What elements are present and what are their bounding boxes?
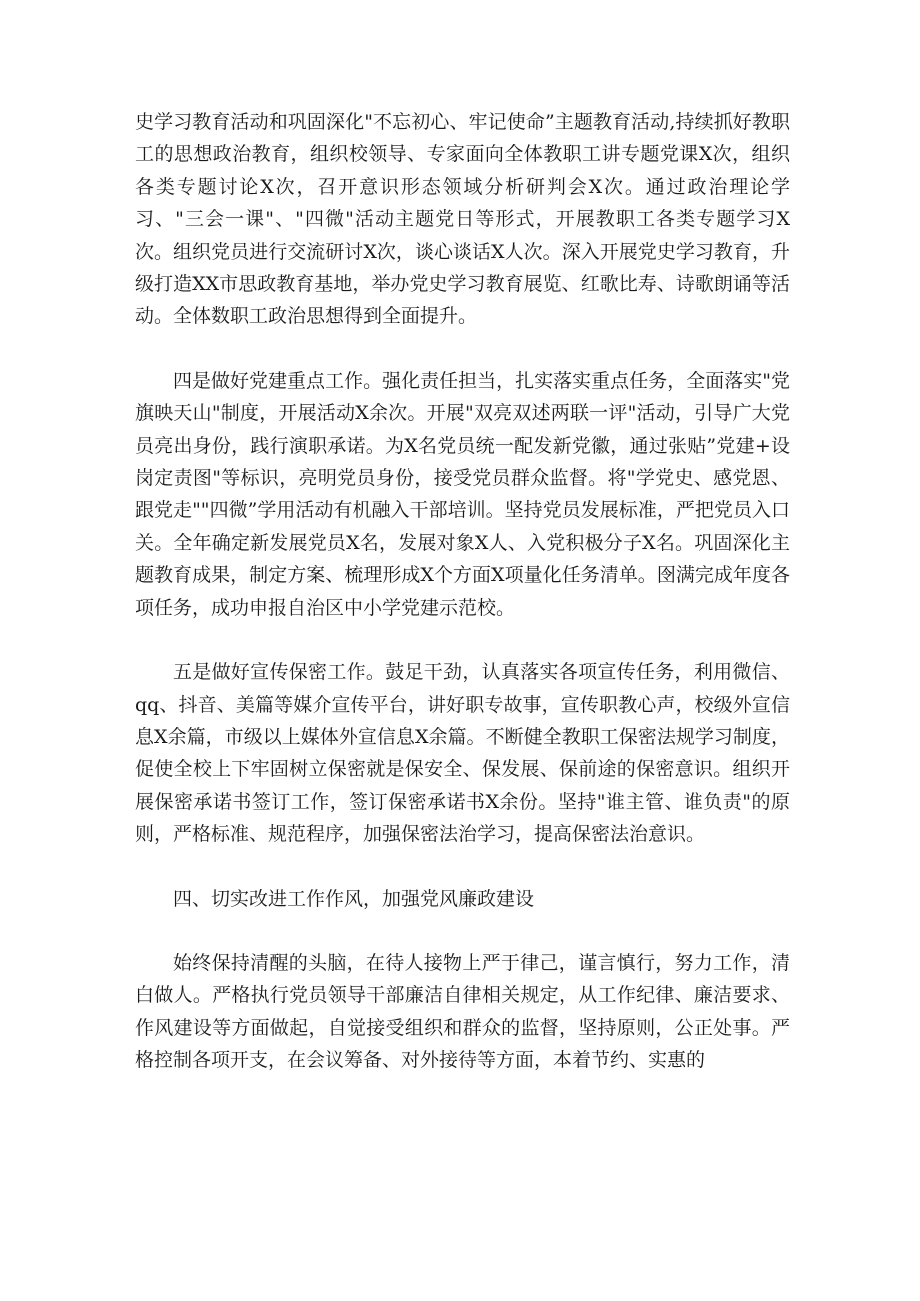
paragraph-publicity-confidentiality: 五是做好宣传保密工作。鼓足干劲，认真落实各项宣传任务，利用微信、qq、抖音、美篇等媒介宣传平台，讲好职专故事，宣传职教心声，校级外宣信息X余篇，市级以上媒体外宣信息X余篇。不断健全教职工保密法规学习制度，促使全校上下牢固树立保密就是保安全、保发展、保前途的保密意识。组织开展保密承诺书签订工作，签订保密承诺书X余份。坚持"谁主管、谁负责"的原则，严格标准、规范程序，加强保密法治学习，提高保密法治意识。 xyxy=(135,661,790,846)
paragraph-integrity: 始终保持清醒的头脑，在待人接物上严于律己，谨言慎行，努力工作，清白做人。严格执行党员领导干部廉洁自律相关规定，从工作纪律、廉洁要求、作风建设等方面做起，自觉接受组织和群众的监督，坚持原则，公正处事。严格控制各项开支，在会议筹备、对外接待等方面，本着节约、实惠的 xyxy=(135,951,790,1072)
paragraph-party-building-work: 四是做好党建重点工作。强化责任担当，扎实落实重点任务，全面落实"党旗映天山"制度，开展活动X余次。开展"双亮双述两联一评"活动，引导广大党员亮出身份，践行演职承诺。为X名党员统一配发新党徽，通过张贴”党建+设岗定责图"等标识，亮明党员身份，接受党员群众监督。将"学党史、感党恩、跟党走""四微”学用活动有机融入干部培训。坚持党员发展标准，严把党员入口关。全年确定新发展党员X名，发展对象X人、入党积极分子X名。巩固深化主题教育成果，制定方案、梳理形成X个方面X项量化任务清单。囹满完成年度各项任务，成功申报自治区中小学党建示范校。 xyxy=(135,369,790,619)
paragraph-party-history-education: 史学习教育活动和巩固深化"不忘初心、牢记使命”主题教育活动,持续抓好教职工的思想政治教育，组织校领导、专家面向全体教职工讲专题党课X次，组织各类专题讨论X次，召开意识形态领域分析研判会X次。通过政治理论学习、"三会一课"、"四微"活动主题党日等形式，开展教职工各类专题学习X次。组织党员进行交流研讨X次，谈心谈话X人次。深入开展党史学习教育，升级打造XX市思政教育基地，举办党史学习教育展览、红歌比寿、诗歌朗诵等活动。全体数职工政治思想得到全面提升。 xyxy=(135,111,790,328)
document-body xyxy=(135,106,790,1109)
section-heading-work-style: 四、切实改进工作作风，加强党风廉政建设 xyxy=(173,887,535,910)
